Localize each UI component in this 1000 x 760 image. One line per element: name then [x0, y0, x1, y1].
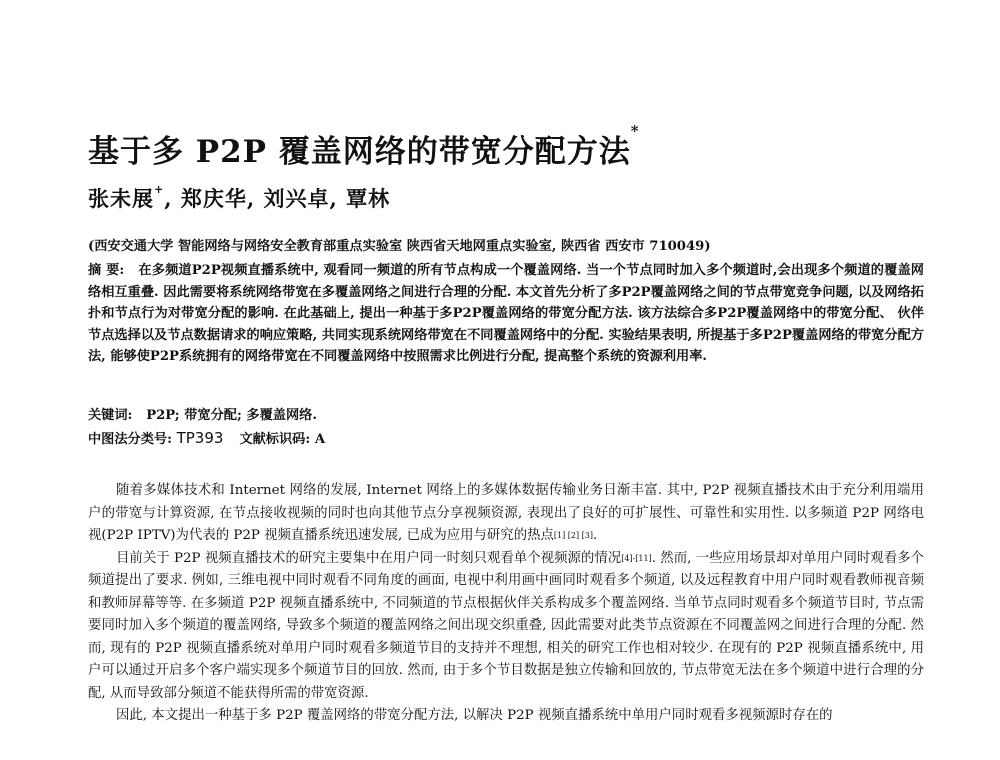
paper-title: [88, 122, 640, 171]
title-text: 基于多 P2P 覆盖网络的带宽分配方法: [88, 134, 631, 170]
keywords-text: P2P; 带宽分配; 多覆盖网络.: [146, 408, 317, 423]
affiliation: (西安交通大学 智能网络与网络安全教育部重点实验室 陕西省天地网重点实验室, 陕西省 西安市 710049): [88, 239, 711, 254]
class-label: 中图法分类号:: [88, 432, 172, 447]
corresponding-author: 张未展: [88, 186, 154, 211]
paragraph-1: 随着多媒体技术和 Internet 网络的发展, Internet 网络上的多媒体数据传输业务日渐丰富. 其中, P2P 视频直播技术由于充分利用端用户的带宽与计算资源, 在节点接收视频的同时也向其他节点分享视频资源, 表现出了良好的可扩展性、可靠性和实用性. 以多频道 P2P 网络电视(P2P IPTV)为代表的 P2P 视频直播系统迅速发展, 已成为应用与研究的热点[1] [2] [3].: [88, 483, 924, 543]
classification-line: [88, 428, 325, 447]
paragraph-3: 因此, 本文提出一种基于多 P2P 覆盖网络的带宽分配方法, 以解决 P2P 视频直播系统中单用户同时观看多视频源时存在的: [116, 708, 833, 723]
class-code: TP393: [176, 429, 224, 447]
document-code: 文献标识码: A: [239, 432, 326, 447]
paragraph-2: [88, 548, 924, 706]
body-text: [88, 480, 924, 728]
author-list: [88, 183, 390, 213]
citation-ref: [1] [2] [3]: [553, 531, 593, 540]
keywords-label: 关键词:: [88, 408, 133, 423]
abstract-text: 在多频道P2P视频直播系统中, 观看同一频道的所有节点构成一个覆盖网络. 当一个节点同时加入多个频道时,会出现多个频道的覆盖网络相互重叠. 因此需要将系统网络带宽在多覆盖网络之间进行合理的分配. 本文首先分析了多P2P覆盖网络之间的节点带宽竞争问题, 以及网络拓扑和节点行为对带宽分配的影响. 在此基础上, 提出一种基于多P2P覆盖网络的带宽分配方法. 该方法综合多P2P覆盖网络中的带宽分配、 伙伴节点选择以及节点数据请求的响应策略, 共同实现系统网络带宽在不同覆盖网络中的分配. 实验结果表明, 所提基于多P2P覆盖网络的带宽分配方法, 能够使P2P系统拥有的网络带宽在不同覆盖网络中按照需求比例进行分配, 提高整个系统的资源利用率.: [88, 263, 924, 364]
paragraph-1-text: 随着多媒体技术和 Internet 网络的发展, Internet 网络上的多媒体数据传输业务日渐丰富. 其中, P2P 视频直播技术由于充分利用端用户的带宽与计算资源, 在节点接收视频的同时也向其他节点分享视频资源, 表现出了良好的可扩展性、可靠性和实用性. 以多频道 P2P 网络电视(P2P IPTV)为代表的 P2P 视频直播系统迅速发展, 已成为应用与研究的热点: [88, 483, 924, 543]
citation-ref: [4]-[11]: [621, 553, 652, 563]
author-footnote-mark: +: [154, 183, 165, 196]
abstract-label: 摘 要:: [88, 263, 125, 278]
co-authors: , 郑庆华, 刘兴卓, 覃林: [164, 186, 391, 211]
keywords-line: [88, 404, 317, 423]
paragraph-2-text-b: . 然而, 一些应用场景却对单用户同时观看多个频道提出了要求. 例如, 三维电视中同时观看不同角度的画面, 电视中利用画中画同时观看多个频道, 以及远程教育中用户同时观看教师视音频和教师屏幕等等. 在多频道 P2P 视频直播系统中, 不同频道的节点根据伙伴关系构成多个覆盖网络. 当单节点同时观看多个频道节目时, 节点需要同时加入多个频道的覆盖网络, 导致多个频道的覆盖网络之间出现交织重叠, 因此需要对此类节点资源在不同覆盖网之间进行合理的分配. 然而, 现有的 P2P 视频直播系统对单用户同时观看多频道节目的支持并不理想, 相关的研究工作也相对较少. 在现有的 P2P 视频直播系统中, 用户可以通过开启多个客户端实现多个频道节目的回放. 然而, 由于多个节目数据是独立传输和回放的, 节点带宽无法在多个频道中进行合理的分配, 从而导致部分频道不能获得所需的带宽资源.: [88, 550, 924, 701]
title-footnote-mark: *: [630, 122, 640, 140]
abstract: [88, 260, 924, 368]
paragraph-2-text-a: 目前关于 P2P 视频直播技术的研究主要集中在用户同一时刻只观看单个视频源的情况: [116, 550, 622, 566]
